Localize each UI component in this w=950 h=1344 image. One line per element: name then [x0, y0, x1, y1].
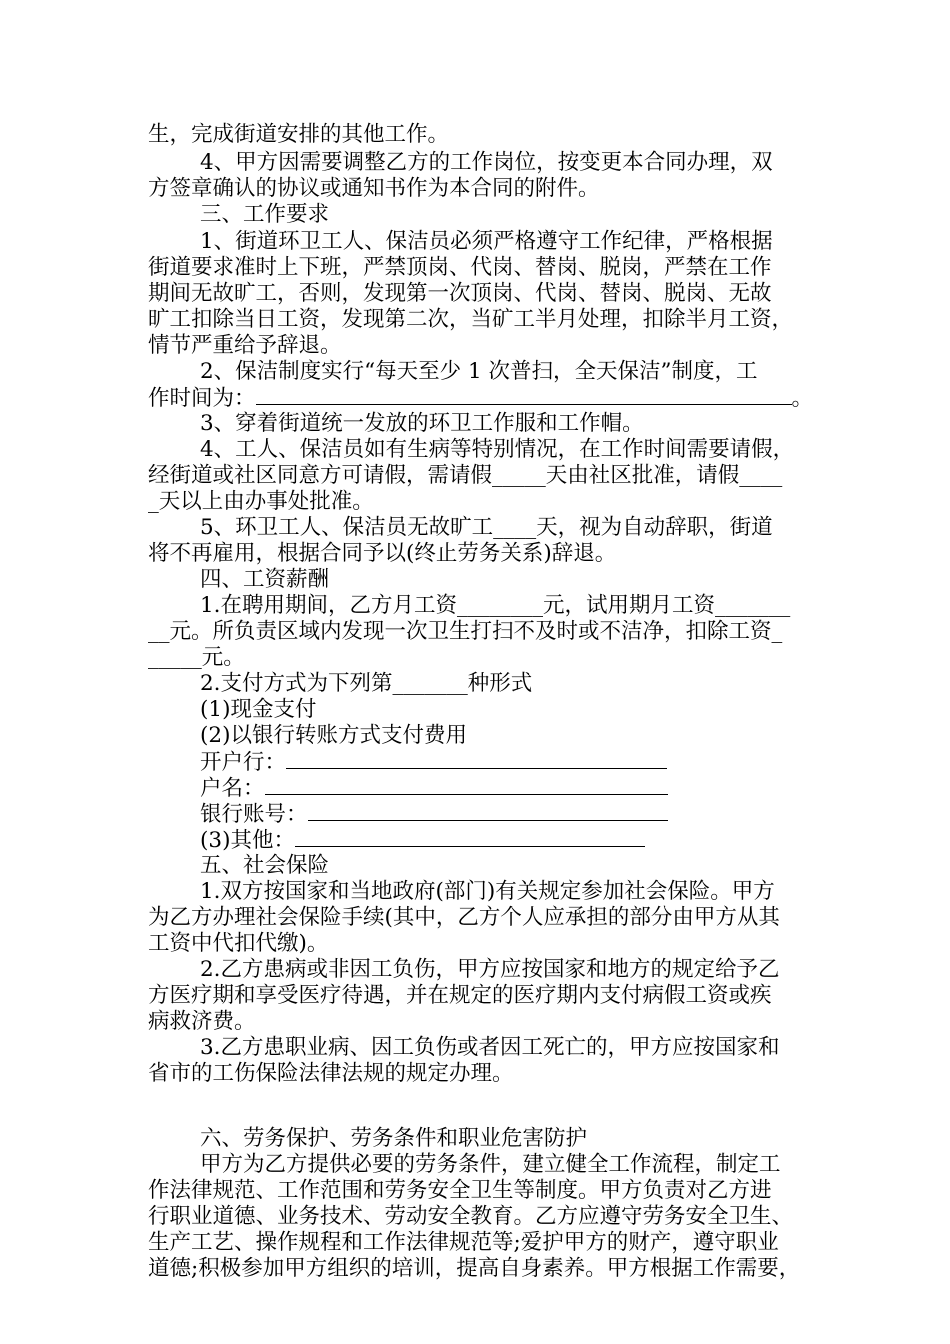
paragraph-line: 2.乙方患病或非因工负伤，甲方应按国家和地方的规定给予乙 — [200, 957, 780, 982]
period-mark: 。 — [791, 386, 814, 411]
account-name-blank[interactable] — [265, 775, 668, 795]
paragraph-line: 省市的工伤保险法律法规的规定办理。 — [148, 1061, 514, 1086]
section-heading: 四、工资薪酬 — [200, 567, 330, 592]
account-number-label: 银行账号： — [200, 802, 308, 827]
paragraph-line: 行职业道德、业务技术、劳动安全教育。乙方应遵守劳务安全卫生、 — [148, 1204, 794, 1229]
paragraph-line: 1.在聘用期间，乙方月工资________元，试用期月工资_______ — [200, 593, 791, 618]
paragraph-line: 2.支付方式为下列第_______种形式 — [200, 671, 533, 696]
payment-other-blank[interactable] — [295, 827, 645, 847]
paragraph-line: 3、穿着街道统一发放的环卫工作服和工作帽。 — [200, 411, 644, 436]
paragraph-line: 旷工扣除当日工资，发现第二次，当矿工半月处理，扣除半月工资， — [148, 307, 794, 332]
section-heading: 六、劳务保护、劳务条件和职业危害防护 — [200, 1126, 588, 1151]
bank-name-blank[interactable] — [286, 749, 667, 769]
payment-option-bank: (2)以银行转账方式支付费用 — [200, 723, 467, 748]
paragraph-line: 4、甲方因需要调整乙方的工作岗位，按变更本合同办理，双 — [200, 150, 773, 175]
paragraph-line: _____元。 — [148, 645, 245, 670]
paragraph-line: 工资中代扣代缴)。 — [148, 931, 329, 956]
paragraph-line: 将不再雇用，根据合同予以(终止劳务关系)辞退。 — [148, 541, 617, 566]
paragraph-line: __元。所负责区域内发现一次卫生打扫不及时或不洁净，扣除工资_ — [148, 619, 783, 644]
paragraph-line: _天以上由办事处批准。 — [148, 489, 374, 514]
paragraph-line: 为乙方办理社会保险手续(其中，乙方个人应承担的部分由甲方从其 — [148, 905, 780, 930]
paragraph-line: 病救济费。 — [148, 1009, 256, 1034]
payment-other-row — [200, 827, 645, 855]
account-number-blank[interactable] — [308, 801, 668, 821]
paragraph-line: 情节严重给予辞退。 — [148, 333, 342, 358]
paragraph-line: 方签章确认的协议或通知书作为本合同的附件。 — [148, 176, 600, 201]
section-heading: 三、工作要求 — [200, 202, 330, 227]
account-name-label: 户名： — [200, 776, 265, 801]
paragraph-line: 4、工人、保洁员如有生病等特别情况，在工作时间需要请假， — [200, 437, 795, 462]
payment-other-label: (3)其他： — [200, 828, 295, 853]
paragraph-line: 1.双方按国家和当地政府(部门)有关规定参加社会保险。甲方 — [200, 879, 775, 904]
paragraph-line: 甲方为乙方提供必要的劳务条件，建立健全工作流程，制定工 — [200, 1152, 781, 1177]
paragraph-line: 经街道或社区同意方可请假，需请假_____天由社区批准，请假____ — [148, 463, 783, 488]
work-time-label: 作时间为： — [148, 386, 256, 411]
bank-name-row — [200, 749, 667, 777]
bank-name-label: 开户行： — [200, 750, 287, 775]
account-number-row — [200, 801, 668, 829]
paragraph-line: 方医疗期和享受医疗待遇，并在规定的医疗期内支付病假工资或疾 — [148, 983, 772, 1008]
paragraph-line: 2、保洁制度实行“每天至少 1 次普扫，全天保洁”制度，工 — [200, 359, 758, 384]
paragraph-line: 期间无故旷工，否则，发现第一次顶岗、代岗、替岗、脱岗、无故 — [148, 281, 772, 306]
paragraph-line: 生，完成街道安排的其他工作。 — [148, 122, 450, 147]
paragraph-line: 3.乙方患职业病、因工负伤或者因工死亡的，甲方应按国家和 — [200, 1035, 780, 1060]
paragraph-line: 街道要求准时上下班，严禁顶岗、代岗、替岗、脱岗，严禁在工作 — [148, 255, 772, 280]
work-time-blank[interactable] — [256, 385, 792, 405]
paragraph-line: 道德;积极参加甲方组织的培训，提高自身素养。甲方根据工作需要， — [148, 1256, 801, 1281]
section-heading: 五、社会保险 — [200, 853, 330, 878]
account-name-row — [200, 775, 668, 803]
paragraph-line: 1、街道环卫工人、保洁员必须严格遵守工作纪律，严格根据 — [200, 229, 773, 254]
payment-option-cash: (1)现金支付 — [200, 697, 317, 722]
paragraph-line: 作法律规范、工作范围和劳务安全卫生等制度。甲方负责对乙方进 — [148, 1178, 772, 1203]
paragraph-line: 5、环卫工人、保洁员无故旷工____天，视为自动辞职，街道 — [200, 515, 773, 540]
paragraph-line: 生产工艺、操作规程和工作法律规范等;爱护甲方的财产，遵守职业 — [148, 1230, 779, 1255]
paragraph-line — [148, 385, 813, 413]
